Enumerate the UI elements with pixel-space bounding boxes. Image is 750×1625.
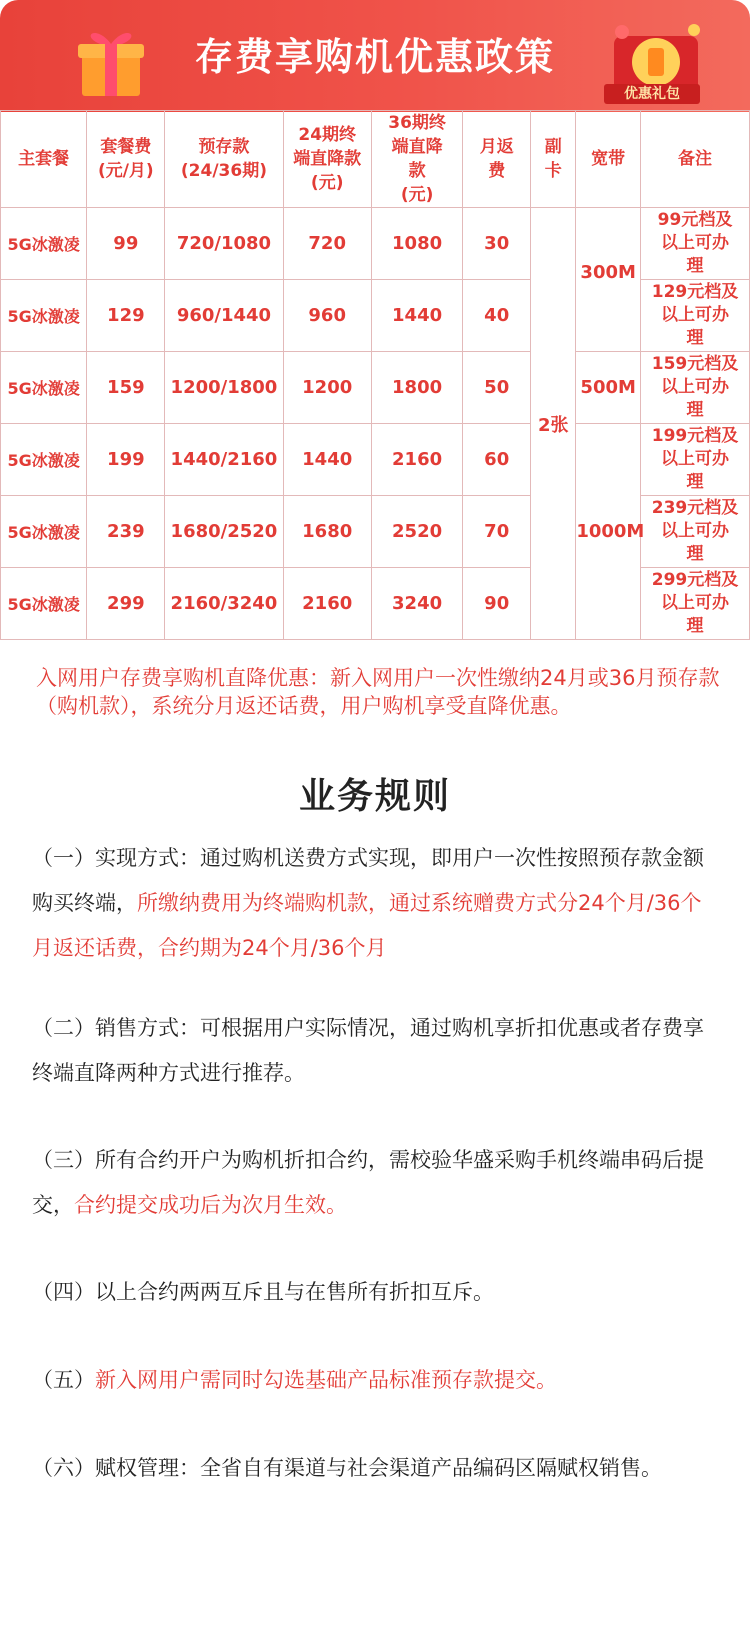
cell-deposit: 1680/2520 <box>165 496 283 568</box>
header-banner <box>0 0 750 112</box>
cell-discount-36: 2160 <box>371 424 462 496</box>
rule-2: （二）销售方式：可根据用户实际情况，通过购机享折扣优惠或者存费享终端直降两种方式进行推荐。 <box>32 1016 704 1085</box>
cell-deposit: 2160/3240 <box>165 568 283 640</box>
cell-discount-36: 1800 <box>371 352 462 424</box>
cell-fee: 239 <box>87 496 165 568</box>
cell-plan: 5G冰激凌 <box>1 424 87 496</box>
cell-broadband-500: 500M <box>576 352 641 424</box>
cell-discount-36: 1440 <box>371 280 462 352</box>
rule-1: （一）实现方式：通过购机送费方式实现，即用户一次性按照预存款金额购买终端，所缴纳费用为终端购机款，通过系统赠费方式分24个月/36个月返还话费，合约期为24个月/36个月 <box>32 846 704 960</box>
cell-discount-24: 1440 <box>283 424 371 496</box>
cell-fee: 99 <box>87 208 165 280</box>
cell-rebate: 30 <box>463 208 531 280</box>
cell-discount-36: 3240 <box>371 568 462 640</box>
cell-fee: 299 <box>87 568 165 640</box>
cell-broadband-300: 300M <box>576 208 641 352</box>
cell-broadband-1000: 1000M <box>576 424 641 640</box>
cell-note: 99元档及 以上可办 理 <box>641 208 750 280</box>
table-header-row <box>1 111 750 208</box>
cell-note: 239元档及 以上可办 理 <box>641 496 750 568</box>
cell-note: 159元档及 以上可办 理 <box>641 352 750 424</box>
rule-5: （五）新入网用户需同时勾选基础产品标准预存款提交。 <box>32 1368 557 1392</box>
cell-plan: 5G冰激凌 <box>1 208 87 280</box>
cell-fee: 199 <box>87 424 165 496</box>
header-plan: 主套餐 <box>1 111 87 208</box>
rule-6: （六）赋权管理：全省自有渠道与社会渠道产品编码区隔赋权销售。 <box>32 1456 662 1480</box>
cell-discount-36: 2520 <box>371 496 462 568</box>
cell-deposit: 1440/2160 <box>165 424 283 496</box>
cell-note: 199元档及 以上可办 理 <box>641 424 750 496</box>
cell-discount-24: 1680 <box>283 496 371 568</box>
cell-plan: 5G冰激凌 <box>1 568 87 640</box>
cell-rebate: 60 <box>463 424 531 496</box>
cell-note: 299元档及 以上可办 理 <box>641 568 750 640</box>
cell-rebate: 50 <box>463 352 531 424</box>
cell-discount-24: 960 <box>283 280 371 352</box>
cell-discount-24: 2160 <box>283 568 371 640</box>
cell-discount-24: 1200 <box>283 352 371 424</box>
intro-text: 入网用户存费享购机直降优惠：新入网用户一次性缴纳24月或36月预存款（购机款），系统分月返还话费，用户购机享受直降优惠。 <box>36 666 720 718</box>
cell-rebate: 90 <box>463 568 531 640</box>
header-discount-24: 24期终 端直降款 (元) <box>283 111 371 208</box>
cell-plan: 5G冰激凌 <box>1 352 87 424</box>
cell-rebate: 40 <box>463 280 531 352</box>
header-note: 备注 <box>641 111 750 208</box>
gift-badge: 优惠礼包 <box>604 84 700 104</box>
cell-plan: 5G冰激凌 <box>1 280 87 352</box>
header-fee: 套餐费 (元/月) <box>87 111 165 208</box>
cell-discount-36: 1080 <box>371 208 462 280</box>
policy-table <box>0 110 750 640</box>
rule-4: （四）以上合约两两互斥且与在售所有折扣互斥。 <box>32 1280 494 1304</box>
cell-deposit: 1200/1800 <box>165 352 283 424</box>
cell-deposit: 720/1080 <box>165 208 283 280</box>
header-discount-36: 36期终 端直降 款 (元) <box>371 111 462 208</box>
rule-3: （三）所有合约开户为购机折扣合约，需校验华盛采购手机终端串码后提交，合约提交成功后为次月生效。 <box>32 1148 704 1217</box>
cell-secondary-card: 2张 <box>531 208 576 640</box>
header-broadband: 宽带 <box>576 111 641 208</box>
cell-note: 129元档及 以上可办 理 <box>641 280 750 352</box>
cell-plan: 5G冰激凌 <box>1 496 87 568</box>
cell-fee: 129 <box>87 280 165 352</box>
cell-discount-24: 720 <box>283 208 371 280</box>
cell-rebate: 70 <box>463 496 531 568</box>
cell-fee: 159 <box>87 352 165 424</box>
rules-title: 业务规则 <box>298 776 451 817</box>
header-secondary-card: 副 卡 <box>531 111 576 208</box>
table-row <box>1 352 750 424</box>
page-title: 存费享购机优惠政策 <box>194 35 555 79</box>
table-row <box>1 424 750 496</box>
cell-deposit: 960/1440 <box>165 280 283 352</box>
table-row <box>1 208 750 280</box>
header-deposit: 预存款 (24/36期) <box>165 111 283 208</box>
header-rebate: 月返 费 <box>463 111 531 208</box>
